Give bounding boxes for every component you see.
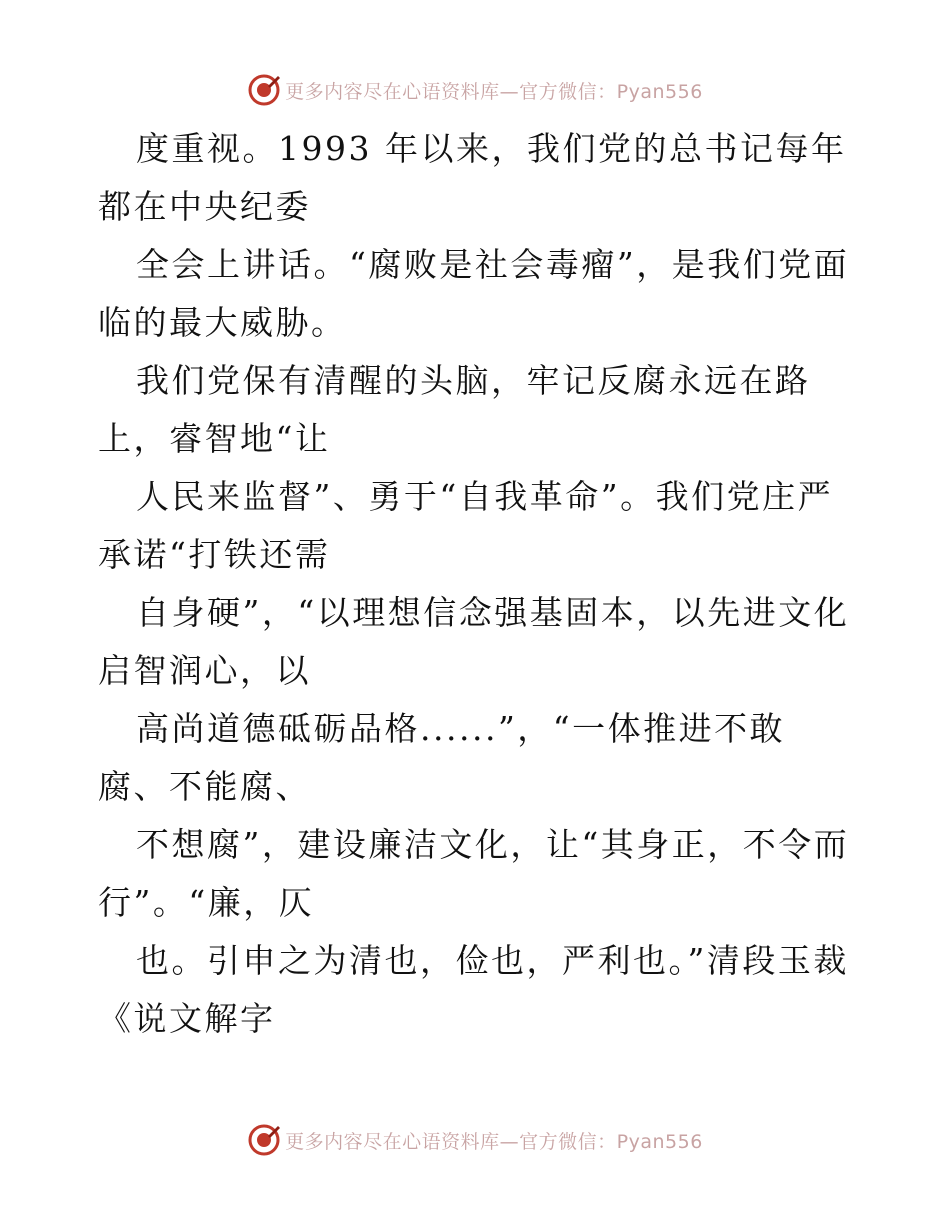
- paragraph: 人民来监督”、勇于“自我革命”。我们党庄严承诺“打铁还需: [98, 477, 834, 574]
- paragraph: 高尚道德砥砺品格......”，“一体推进不敢腐、不能腐、: [98, 709, 786, 806]
- footer-watermark: [0, 1120, 950, 1160]
- watermark-text: 更多内容尽在心语资料库—官方微信：Pyan556: [285, 1130, 703, 1153]
- paragraph: 全会上讲话。“腐败是社会毒瘤”，是我们党面临的最大威胁。: [98, 245, 850, 342]
- header-watermark: [0, 70, 950, 110]
- paragraph: 自身硬”，“以理想信念强基固本，以先进文化启智润心，以: [98, 593, 850, 690]
- paragraph: 我们党保有清醒的头脑，牢记反腐永远在路上，睿智地“让: [98, 361, 811, 458]
- paragraph: 不想腐”，建设廉洁文化，让“其身正，不令而行”。“廉，仄: [98, 825, 850, 922]
- paragraph: 度重视。1993 年以来，我们党的总书记每年都在中央纪委: [98, 129, 847, 226]
- paragraph: 也。引申之为清也，俭也，严利也。”清段玉裁《说文解字: [98, 941, 849, 1038]
- document-body: [98, 120, 850, 1048]
- pen-logo-icon: [247, 1123, 281, 1157]
- watermark-text: 更多内容尽在心语资料库—官方微信：Pyan556: [285, 80, 703, 103]
- pen-logo-icon: [247, 73, 281, 107]
